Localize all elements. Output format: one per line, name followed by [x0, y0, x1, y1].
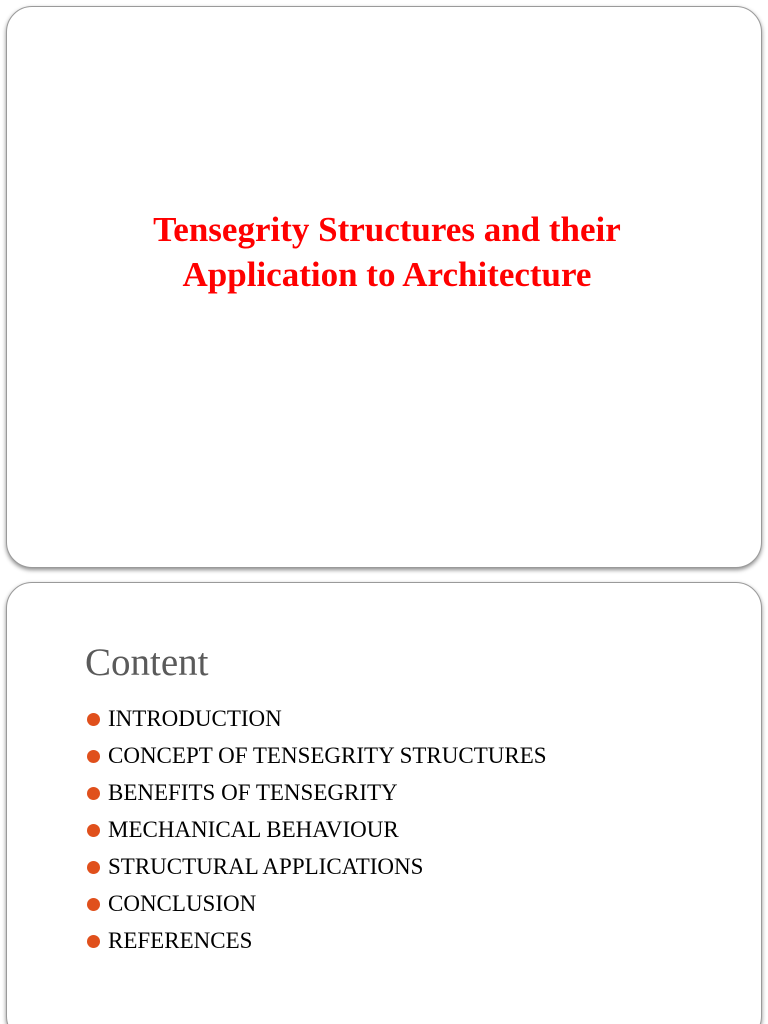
- bullet-item-references: [87, 924, 547, 961]
- bullet-text: MECHANICAL BEHAVIOUR: [108, 817, 399, 842]
- bullet-item-applications: [87, 850, 547, 887]
- bullet-icon: [87, 824, 100, 837]
- bullet-item-introduction: [87, 702, 547, 739]
- bullet-icon: [87, 787, 100, 800]
- bullet-icon: [87, 898, 100, 911]
- bullet-icon: [87, 861, 100, 874]
- content-bullet-list: [87, 702, 547, 961]
- content-slide: [6, 582, 762, 1024]
- bullet-text: CONCEPT OF TENSEGRITY STRUCTURES: [108, 743, 547, 768]
- slide-title: [7, 207, 761, 297]
- bullet-icon: [87, 935, 100, 948]
- bullet-item-conclusion: [87, 887, 547, 924]
- bullet-text: BENEFITS OF TENSEGRITY: [108, 780, 398, 805]
- bullet-text: STRUCTURAL APPLICATIONS: [108, 854, 424, 879]
- slide-title-line-1: Tensegrity Structures and their: [153, 210, 621, 249]
- bullet-item-benefits: [87, 776, 547, 813]
- bullet-text: INTRODUCTION: [108, 706, 282, 731]
- bullet-item-concept: [87, 739, 547, 776]
- bullet-text: REFERENCES: [108, 928, 253, 953]
- bullet-item-mechanical: [87, 813, 547, 850]
- content-heading: Content: [85, 641, 209, 684]
- title-slide: [6, 6, 762, 568]
- slide-title-line-2: Application to Architecture: [182, 255, 592, 294]
- bullet-icon: [87, 713, 100, 726]
- bullet-text: CONCLUSION: [108, 891, 257, 916]
- bullet-icon: [87, 750, 100, 763]
